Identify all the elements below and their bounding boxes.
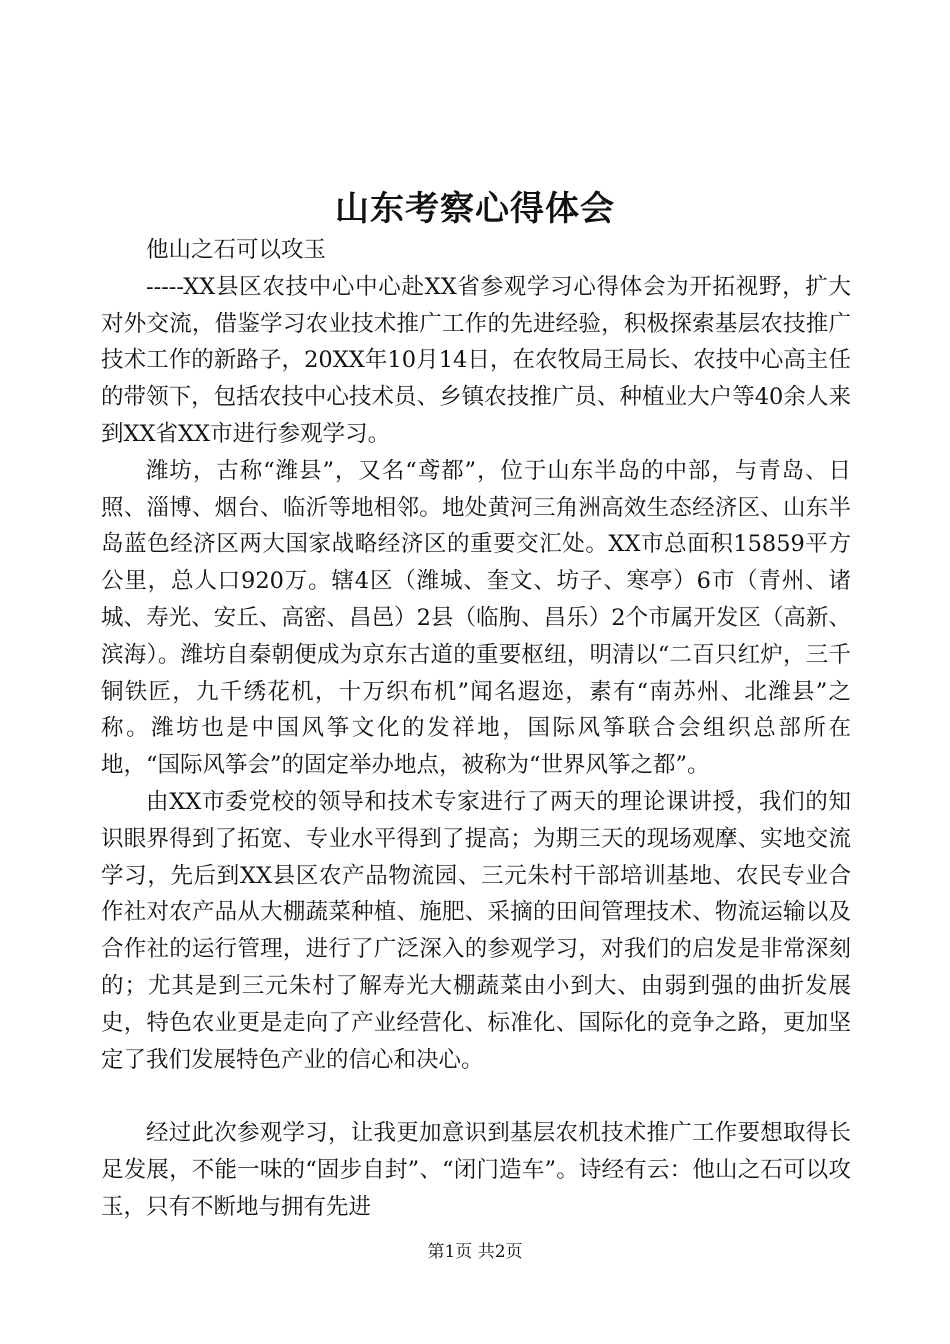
paragraph-weifang: 潍坊，古称“潍县”，又名“鸢都”，位于山东半岛的中部，与青岛、日照、淄博、烟台、临沂等地相邻。地处黄河三角洲高效生态经济区、山东半岛蓝色经济区两大国家战略经济区的重要交汇处。XX市总面积15859平方公里，总人口920万。辖4区（潍城、奎文、坊子、寒亭）6市（青州、诸城、寿光、安丘、高密、昌邑）2县（临朐、昌乐）2个市属开发区（高新、滨海）。潍坊自秦朝便成为京东古道的重要枢纽，明清以“二百只红炉，三千铜铁匠，九千绣花机，十万织布机”闻名遐迩，素有“南苏州、北潍县”之称。潍坊也是中国风筝文化的发祥地，国际风筝联合会组织总部所在地，“国际风筝会”的固定举办地点，被称为“世界风筝之都”。 xyxy=(101,457,851,779)
paragraph-subtitle: 他山之石可以攻玉 xyxy=(146,237,327,263)
paragraph-reflection: 经过此次参观学习，让我更加意识到基层农机技术推广工作要想取得长足发展，不能一味的“固步自封”、“闭门造车”。诗经有云：他山之石可以攻玉，只有不断地与拥有先进 xyxy=(101,1120,851,1220)
paragraph-intro: -----XX县区农技中心中心赴XX省参观学习心得体会为开拓视野，扩大对外交流，借鉴学习农业技术推广工作的先进经验，积极探索基层农技推广技术工作的新路子，20XX年10月14日，在农牧局王局长、农技中心高主任的带领下，包括农技中心技术员、乡镇农技推广员、种植业大户等40余人来到XX省XX市进行参观学习。 xyxy=(101,273,851,447)
document-body xyxy=(101,232,851,1226)
document-title: 山东考察心得体会 xyxy=(335,189,615,229)
page-number-footer: 第1页 共2页 xyxy=(427,1242,523,1262)
paragraph-study: 由XX市委党校的领导和技术专家进行了两天的理论课讲授，我们的知识眼界得到了拓宽、专业水平得到了提高；为期三天的现场观摩、实地交流学习，先后到XX县区农产品物流园、三元朱村干部培训基地、农民专业合作社对农产品从大棚蔬菜种植、施肥、采摘的田间管理技术、物流运输以及合作社的运行管理，进行了广泛深入的参观学习，对我们的启发是非常深刻的；尤其是到三元朱村了解寿光大棚蔬菜由小到大、由弱到强的曲折发展史，特色农业更是走向了产业经营化、标准化、国际化的竞争之路，更加坚定了我们发展特色产业的信心和决心。 xyxy=(101,788,851,1073)
